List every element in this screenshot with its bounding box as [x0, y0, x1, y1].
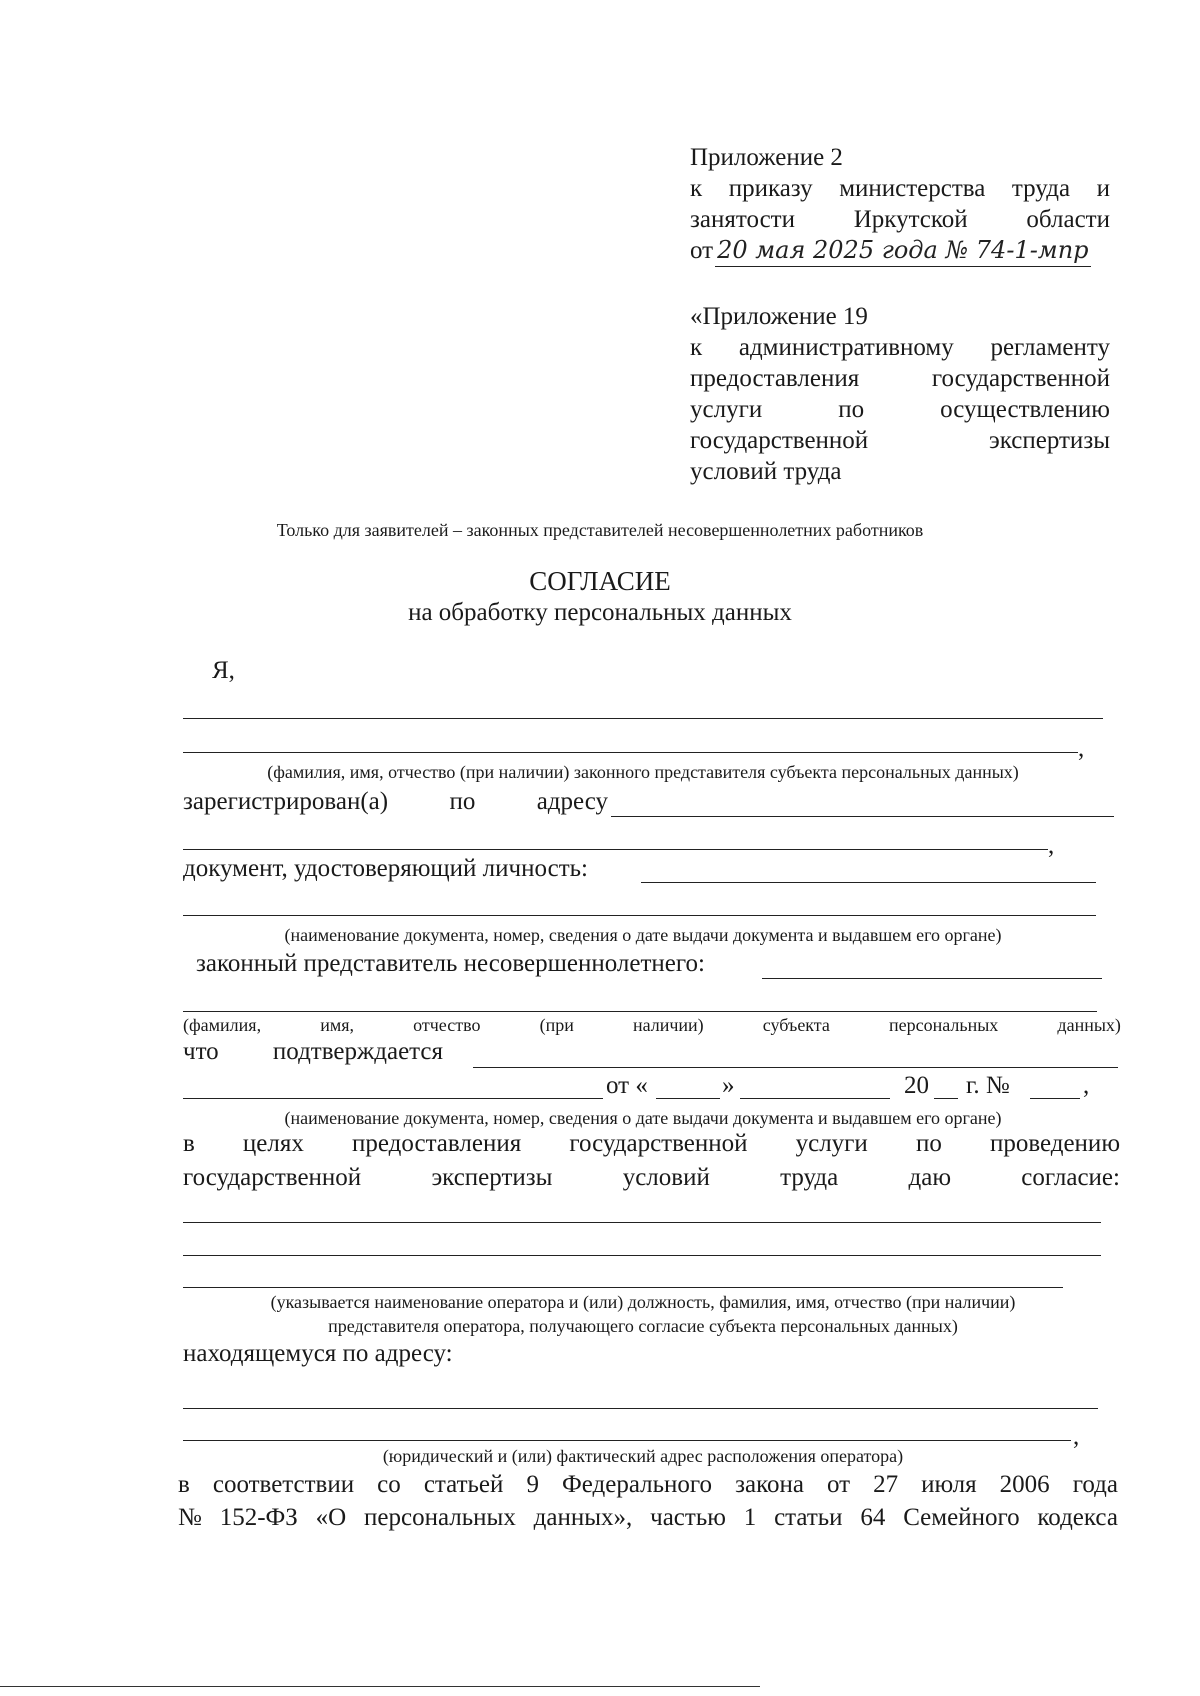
word: в: [178, 1471, 190, 1498]
purpose-line-2: [183, 1164, 1120, 1192]
word: к: [690, 175, 703, 202]
word: по: [449, 788, 476, 815]
word: от: [826, 1471, 851, 1498]
word: статьей: [423, 1471, 504, 1498]
operator-address-line-2[interactable]: [183, 1440, 1071, 1441]
word: 152-ФЗ: [219, 1504, 298, 1531]
word: зарегистрирован(а): [183, 788, 389, 815]
purpose-line-1: [183, 1130, 1120, 1158]
word: частью: [650, 1504, 726, 1531]
word: что: [183, 1038, 219, 1065]
word: регламенту: [990, 334, 1110, 361]
appendix-number: Приложение 2: [690, 144, 843, 171]
word: государственной: [183, 1164, 362, 1191]
i-label: Я,: [212, 657, 235, 684]
word: в: [183, 1130, 195, 1157]
hint-document: (наименование документа, номер, сведения о дате выдачи документа и выдавшем его органе): [284, 925, 1002, 945]
law-line-2: [178, 1504, 1118, 1532]
word: предоставления: [351, 1130, 522, 1157]
word: Иркутской: [853, 206, 968, 233]
located-label: находящемуся по адресу:: [183, 1340, 453, 1367]
operator-line-2[interactable]: [183, 1255, 1101, 1256]
scan-edge-line: [0, 1686, 760, 1687]
comma: ,: [1073, 1423, 1080, 1450]
year-suffix: г. №: [966, 1072, 1010, 1099]
word: наличии): [632, 1015, 704, 1035]
word: (фамилия,: [183, 1015, 262, 1035]
minor-name-line-1[interactable]: [762, 978, 1102, 979]
operator-address-line-1[interactable]: [183, 1408, 1098, 1409]
reg-line-4: [690, 425, 1110, 456]
word: услуги: [690, 396, 763, 423]
word: экспертизы: [431, 1164, 553, 1191]
word: к: [690, 334, 703, 361]
word: даю: [908, 1164, 952, 1191]
comma: ,: [1048, 832, 1055, 859]
year-prefix: 20: [904, 1072, 929, 1099]
document-line-2[interactable]: [183, 915, 1096, 916]
word: занятости: [690, 206, 795, 233]
hint-operator-2: представителя оператора, получающего согласие субъекта персональных данных): [328, 1316, 958, 1336]
regulation-header: [690, 301, 1110, 487]
word: данных»,: [533, 1504, 633, 1531]
minor-label: законный представитель несовершеннолетнего:: [196, 950, 705, 977]
reg-line-1: [690, 332, 1110, 363]
word: соответствии: [212, 1471, 355, 1498]
reg-line-5: условий труда: [690, 458, 842, 485]
word: 2006: [999, 1471, 1050, 1498]
word: труда: [780, 1164, 839, 1191]
word: данных): [1057, 1015, 1121, 1035]
confirmed-line-1[interactable]: [473, 1067, 1118, 1068]
word: субъекта: [762, 1015, 830, 1035]
word: закона: [735, 1471, 804, 1498]
word: со: [377, 1471, 401, 1498]
appendix-19: «Приложение 19: [690, 303, 868, 330]
word: отчество: [413, 1015, 481, 1035]
word: предоставления: [690, 365, 860, 392]
word: 1: [743, 1504, 757, 1531]
order-line-2: [690, 204, 1110, 235]
month-field[interactable]: [740, 1098, 890, 1099]
reg-line-2: [690, 363, 1110, 394]
comma: ,: [1078, 735, 1085, 762]
word: целях: [242, 1130, 304, 1157]
word: и: [1096, 175, 1110, 202]
word: министерства: [839, 175, 986, 202]
audience-note: Только для заявителей – законных представителей несовершеннолетних работников: [276, 520, 924, 540]
word: 9: [526, 1471, 539, 1498]
confirmed-label: [183, 1038, 443, 1066]
reg-line-3: [690, 394, 1110, 425]
order-line-3: [690, 235, 1110, 267]
registered-label: [183, 788, 608, 816]
minor-name-line-2[interactable]: [183, 1011, 1097, 1012]
from-label: от «: [606, 1072, 648, 1099]
word: согласие:: [1021, 1164, 1120, 1191]
word: области: [1026, 206, 1110, 233]
word: (при: [539, 1015, 574, 1035]
representative-name-line-2[interactable]: [183, 752, 1078, 753]
order-date-prefix: от: [690, 237, 714, 264]
hint-address: (юридический и (или) фактический адрес расположения оператора): [382, 1446, 904, 1466]
word: кодекса: [1037, 1504, 1118, 1531]
word: по: [915, 1130, 942, 1157]
word: «О: [315, 1504, 347, 1531]
year-field[interactable]: [934, 1098, 958, 1099]
word: адресу: [536, 788, 608, 815]
word: условий: [622, 1164, 710, 1191]
hint-document-2: (наименование документа, номер, сведения о дате выдачи документа и выдавшем его органе): [284, 1108, 1002, 1128]
word: подтверждается: [272, 1038, 443, 1065]
day-field[interactable]: [656, 1098, 720, 1099]
operator-line-1[interactable]: [183, 1222, 1101, 1223]
word: по: [838, 396, 865, 423]
number-field[interactable]: [1030, 1098, 1080, 1099]
word: Семейного: [903, 1504, 1020, 1531]
word: персональных: [889, 1015, 999, 1035]
order-line-1: [690, 173, 1110, 204]
word: государственной: [931, 365, 1110, 392]
hint-operator-1: (указывается наименование оператора и (или) должность, фамилия, имя, отчество (при наличии): [270, 1292, 1016, 1312]
address-line-2[interactable]: [183, 849, 1048, 850]
quote-close: »: [722, 1072, 735, 1099]
handwritten-order-date: 20 мая 2025 года № 74-1-мпр: [715, 235, 1090, 267]
confirmed-line-2[interactable]: [183, 1098, 603, 1099]
word: услуги: [795, 1130, 868, 1157]
operator-line-3[interactable]: [183, 1287, 1063, 1288]
word: 64: [860, 1504, 886, 1531]
document-label: документ, удостоверяющий личность:: [183, 855, 588, 882]
word: статьи: [774, 1504, 843, 1531]
word: экспертизы: [989, 427, 1110, 454]
document-subtitle: на обработку персональных данных: [408, 599, 792, 626]
hint-representative: (фамилия, имя, отчество (при наличии) законного представителя субъекта персональных данных): [267, 762, 1019, 782]
word: Федерального: [562, 1471, 713, 1498]
word: проведению: [989, 1130, 1120, 1157]
document-title: СОГЛАСИЕ: [529, 566, 671, 596]
appendix-header: [690, 142, 1110, 267]
address-line-1[interactable]: [611, 816, 1114, 817]
word: №: [178, 1504, 202, 1531]
representative-name-line-1[interactable]: [183, 718, 1103, 719]
word: государственной: [569, 1130, 748, 1157]
word: осуществлению: [940, 396, 1110, 423]
word: труда: [1011, 175, 1071, 202]
word: государственной: [690, 427, 869, 454]
word: имя,: [320, 1015, 354, 1035]
law-line-1: [178, 1471, 1118, 1499]
hint-subject: [183, 1015, 1121, 1036]
word: персональных: [364, 1504, 516, 1531]
word: 27: [873, 1471, 899, 1498]
word: административному: [738, 334, 954, 361]
document-line-1[interactable]: [641, 882, 1096, 883]
word: приказу: [728, 175, 813, 202]
word: года: [1072, 1471, 1118, 1498]
comma: ,: [1083, 1072, 1090, 1099]
word: июля: [921, 1471, 977, 1498]
